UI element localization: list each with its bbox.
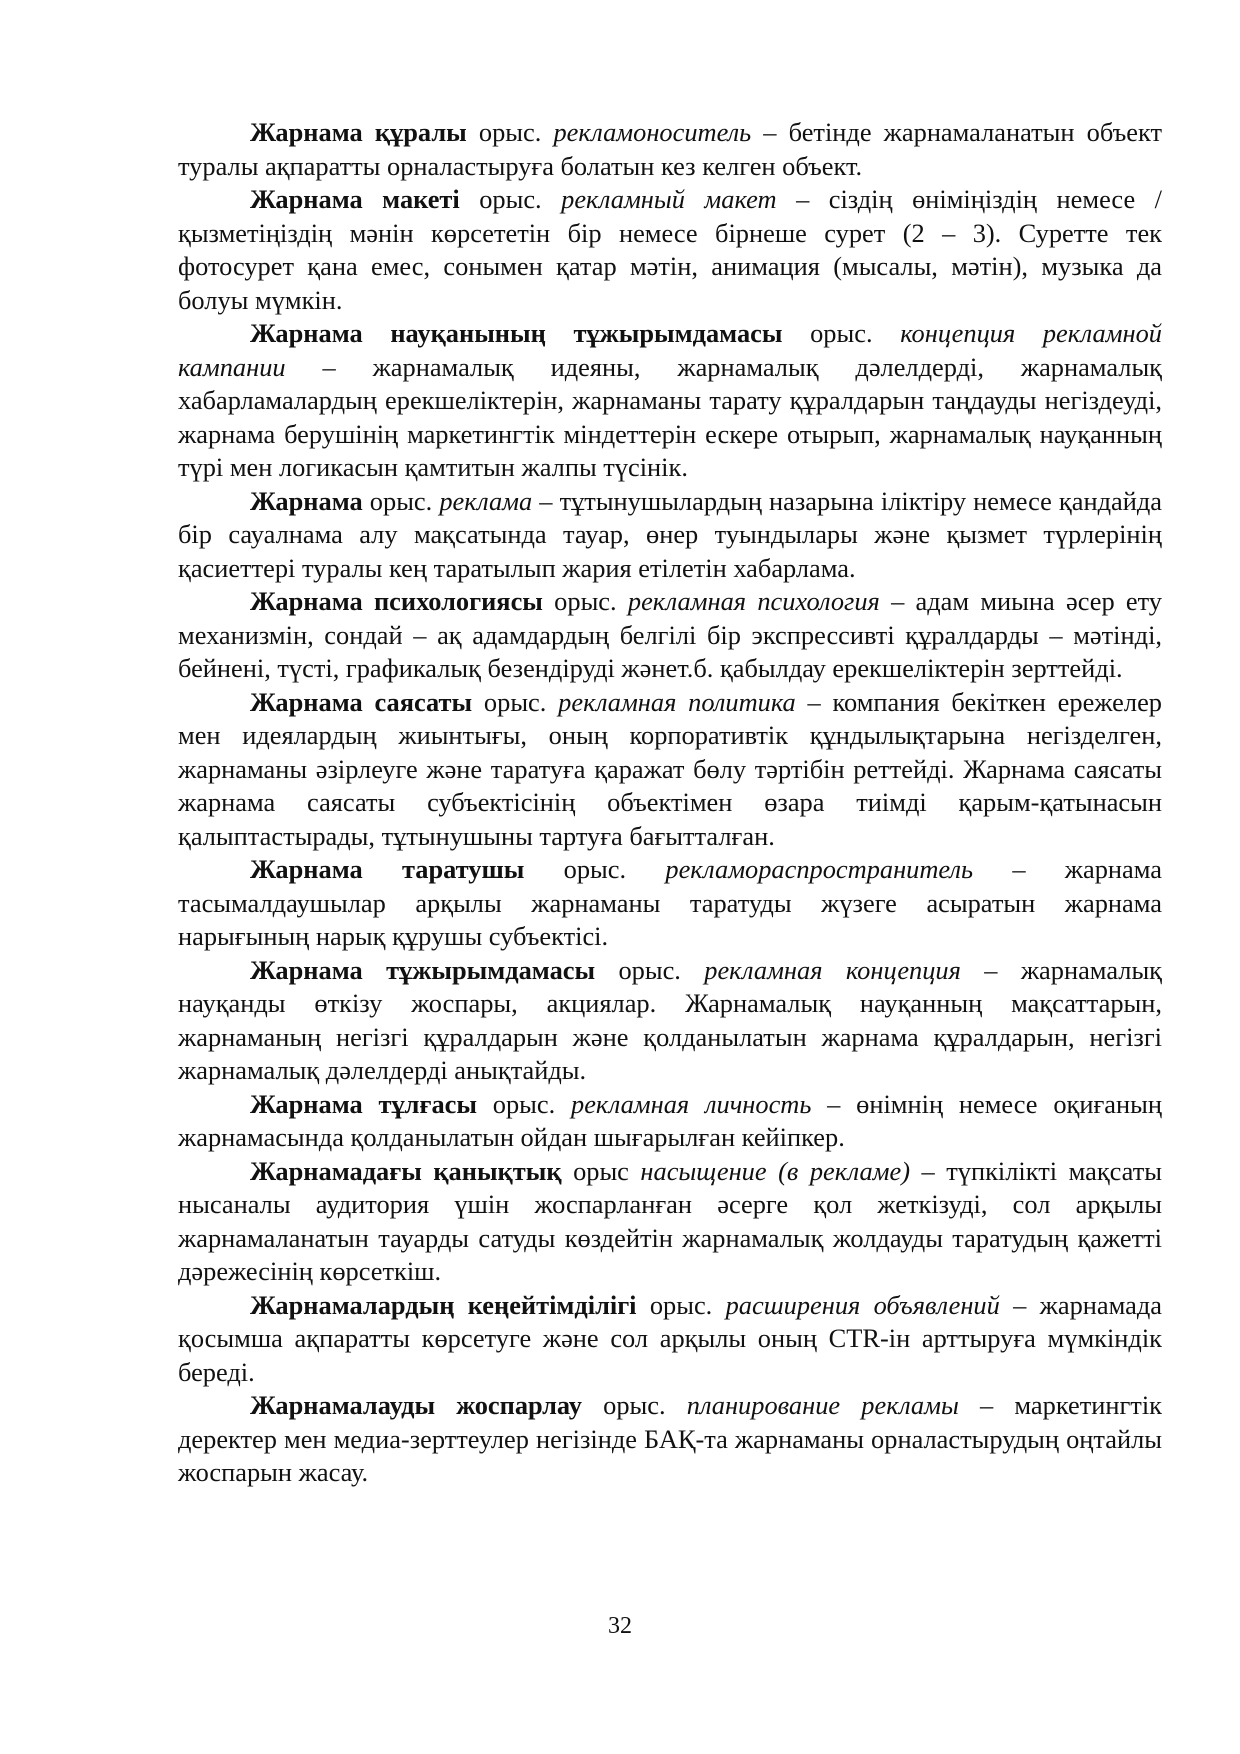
glossary-entry [178, 1155, 1162, 1289]
entry-definition: – маркетингтік деректер мен медиа-зерттеулер негізінде БАҚ-та жарнаманы орналастырудың оңтайлы жоспарын жасау. [178, 1390, 1162, 1487]
entry-term: Жарнамалауды жоспарлау [250, 1390, 582, 1420]
entry-term: Жарнамадағы қанықтық [250, 1155, 562, 1186]
entry-term: Жарнама таратушы [250, 854, 525, 884]
entry-russian-term: рекламораспространитель [665, 854, 974, 884]
entry-language-marker: орыс. [554, 586, 617, 616]
entry-term: Жарнама тұжырымдамасы [250, 954, 596, 985]
glossary-page [178, 116, 1162, 1616]
entry-definition: – түпкілікті мақсаты нысаналы аудитория үшін жоспарланған әсерге қол жеткізуді, сол арқылы жарнамаланатын тауарды сатуды көздейтін жарнамалық жолдауды таратудың қажетті дәрежесінің көрсеткіш. [178, 1155, 1162, 1286]
entry-russian-term: концепция рекламной кампании [178, 318, 1162, 382]
entry-language-marker: орыс. [483, 686, 547, 717]
glossary-entry [178, 585, 1162, 686]
entry-definition: – адам миына әсер ету механизмін, сондай – ақ адамдардың белгілі бір экспрессивті құралдарды – мәтінді, бейнені, түсті, графикалық безендіруді жәнет.б. қабылдау ерекшеліктерін зерттейді. [178, 586, 1162, 683]
entry-russian-term: насыщение (в рекламе) [640, 1155, 911, 1186]
page-number: 32 [608, 1613, 632, 1639]
entry-russian-term: рекламоноситель [553, 117, 752, 147]
entry-language-marker: орыс. [479, 184, 542, 214]
entry-term: Жарнамалардың кеңейтімділігі [250, 1289, 637, 1320]
entry-russian-term: планирование рекламы [686, 1390, 959, 1420]
entry-term: Жарнама макеті [250, 184, 460, 214]
entry-definition: – сіздің өніміңіздің немесе /қызметіңіздің мәнін көрсететін бір немесе бірнеше сурет (2 – 3). Суретте тек фотосурет қана емес, сонымен қатар мәтін, анимация (мысалы, мәтін), музыка да болуы мүмкін. [178, 184, 1162, 315]
glossary-entry [178, 1389, 1162, 1490]
entry-language-marker: орыс. [603, 1390, 666, 1420]
entry-russian-term: реклама [439, 485, 533, 516]
entry-language-marker: орыс. [478, 117, 542, 147]
entry-definition: – жарнамалық науқанды өткізу жоспары, акциялар. Жарнамалық науқанның мақсаттарын, жарнаманың негізгі құралдарын және қолданылатын жарнама құралдарын, негізгі жарнамалық дәлелдерді анықтайды. [178, 954, 1162, 1085]
entry-definition: – жарнама тасымалдаушылар арқылы жарнаманы таратуды жүзеге асыратын жарнама нарығының нарық құрушы субъектісі. [178, 854, 1163, 951]
entry-language-marker: орыс. [649, 1289, 713, 1320]
glossary-entry [178, 183, 1162, 317]
glossary-entry [178, 1289, 1162, 1390]
entry-definition: – бетінде жарнамаланатын объект туралы ақпаратты орналастыруға болатын кез келген объект. [178, 117, 1162, 181]
entry-definition: – компания бекіткен ережелер мен идеялардың жиынтығы, оның корпоративтік құндылықтарына негізделген, жарнаманы әзірлеуге және таратуға қаражат бөлу тәртібін реттейді. Жарнама саясаты жарнама саясаты субъектісінің объектімен өзара тиімді қарым-қатынасын қалыптастырады, тұтынушыны тартуға бағытталған. [178, 686, 1162, 851]
entry-definition: – жарнамада қосымша ақпаратты көрсетуге және сол арқылы оның CTR-ін арттыруға мүмкіндік береді. [178, 1289, 1162, 1387]
entry-russian-term: рекламный макет [561, 184, 777, 214]
glossary-entry [178, 954, 1162, 1088]
entry-term: Жарнама саясаты [250, 686, 473, 717]
glossary-entry [178, 686, 1162, 854]
glossary-entry [178, 485, 1162, 586]
entry-term: Жарнама психологиясы [250, 586, 543, 616]
entry-definition: – өнімнің немесе оқиғаның жарнамасында қолданылатын ойдан шығарылған кейіпкер. [178, 1088, 1162, 1152]
entry-term: Жарнама [250, 485, 363, 516]
entry-language-marker: орыс [573, 1155, 629, 1186]
entry-russian-term: рекламная личность [571, 1088, 812, 1119]
entry-russian-term: расширения объявлений [725, 1289, 1000, 1320]
entry-language-marker: орыс. [369, 485, 433, 516]
entry-russian-term: рекламная концепция [704, 954, 961, 985]
entry-definition: – тұтынушылардың назарына іліктіру немесе қандайда бір сауалнама алу мақсатында тауар, өнер туындылары және қызмет түрлерінің қасиеттері туралы кең таратылып жария етілетін хабарлама. [178, 485, 1162, 583]
entry-term: Жарнама тұлғасы [250, 1088, 477, 1119]
entry-language-marker: орыс. [563, 854, 627, 884]
entry-russian-term: рекламная психология [627, 586, 880, 616]
glossary-entry [178, 853, 1162, 954]
entry-russian-term: рекламная политика [558, 686, 796, 717]
entry-term: Жарнама құралы [250, 117, 467, 147]
entry-language-marker: орыс. [810, 318, 873, 348]
entry-language-marker: орыс. [492, 1088, 556, 1119]
glossary-entry [178, 317, 1162, 485]
glossary-entry [178, 116, 1162, 183]
entry-language-marker: орыс. [618, 954, 681, 985]
entry-term: Жарнама науқанының тұжырымдамасы [250, 318, 783, 348]
glossary-entry [178, 1088, 1162, 1155]
entry-definition: – жарнамалық идеяны, жарнамалық дәлелдерді, жарнамалық хабарламалардың ерекшеліктерін, жарнаманы тарату құралдарын таңдауды негіздеуді, жарнама берушінің маркетингтік міндеттерін ескере отырып, жарнамалық науқанның түрі мен логикасын қамтитын жалпы түсінік. [178, 351, 1162, 482]
